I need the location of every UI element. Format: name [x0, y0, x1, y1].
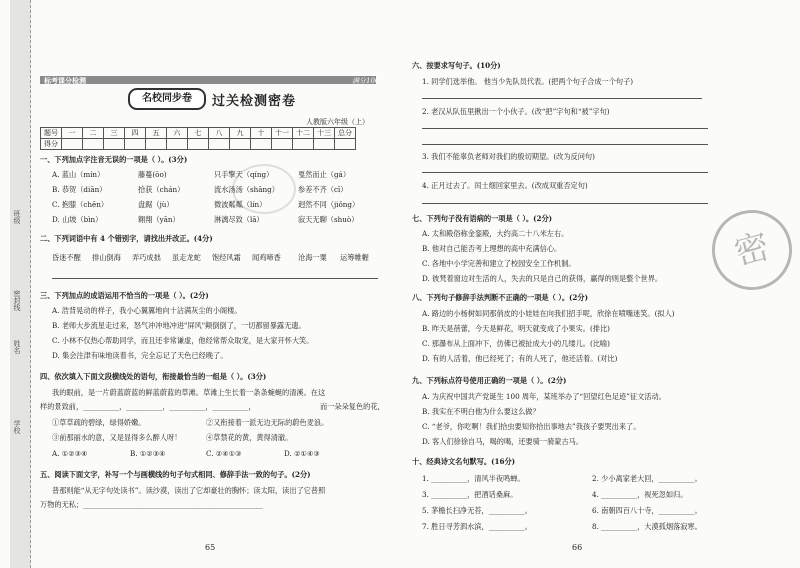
q1-option: 寂天无聊（shuò）: [298, 215, 359, 224]
score-cell: 题号: [41, 128, 62, 139]
q5-passage: 万物的无私；__________________________________________________: [40, 500, 263, 509]
right-page: [400, 0, 800, 568]
q4-passage: 我的眼前，是一片蔚蓝蔚蓝的鲜蓝蔚蓝的草滩。草滩上生长着一条条蜿蜒的清溪。在这: [52, 388, 326, 397]
q8-option: A. 路边的小杨树如同那俏皮的小娃娃在向我们招手呢，欣徐在喷嘴迷笑。(拟人): [422, 309, 675, 318]
q8-option: D. 有的人活着，他已经死了；有的人死了，他还活着。(对比): [422, 354, 618, 363]
q1-option: 参差不齐（cī）: [298, 185, 348, 194]
q6-item: 4. 正月过去了。闰土细回家里去。(改成双重否定句): [422, 181, 588, 190]
q8-option: C. 那瀑布从上面冲下，仿佛已被扯成大小的几缕儿。(比喻): [422, 339, 610, 348]
q4-choice: B. ①②③④: [130, 449, 166, 458]
secret-stamp: 密: [703, 201, 800, 299]
q2-title: 二、下列词语中有 4 个错别字，请找出并改正。(4分): [40, 234, 213, 243]
score-cell: 六: [167, 128, 188, 139]
q7-title: 七、下列句子没有语病的一项是（ ）。(2分): [412, 214, 553, 223]
score-cell: 八: [209, 128, 230, 139]
score-value-row: [41, 139, 356, 150]
series-label: 标考课分检测: [44, 76, 86, 85]
q4-item: ①草草疏的碧绿，绿得娇嫩。: [52, 418, 146, 427]
edition: 人教版六年级（上）: [306, 118, 369, 126]
q5-title: 五、阅读下面文字，补写一个与画横线的句子句式相同、修辞手法一致的句子。(2分): [40, 470, 311, 479]
q2-word: 排山倒海: [92, 253, 121, 262]
score-cell: 十三: [314, 128, 335, 139]
q6-item: 2. 老汉从队伍里揪出一个小伙子。(改“把”字句和“被”字句): [422, 107, 610, 116]
score-cell: 一: [62, 128, 83, 139]
q10-item: 6. 南朝四百八十寺，__________。: [592, 506, 702, 515]
q3-title: 三、下列加点的成语运用不恰当的一项是（ ）。(2分): [40, 291, 209, 300]
answer-line: [422, 128, 708, 129]
page-number: 65: [205, 543, 216, 552]
q5-passage: 普那则能“从无字句处读书”。读沙漠，读出了它却豪壮的胸怀；读太阳，读出了它普照: [52, 486, 326, 495]
q4-item: ④草禁花的黄，黄得清澈。: [206, 433, 293, 442]
q4-choice: D. ②①④③: [284, 449, 320, 458]
q10-title: 十、经典诗文名句默写。(16分): [412, 457, 516, 466]
q1-option: A. 蓝山（mín）: [52, 170, 105, 179]
q7-option: D. 彼梵着窗边对生活的人，失去的只是自己的获得，赢得的则是整个世界。: [422, 274, 663, 283]
page-number: 66: [572, 543, 583, 552]
q6-item: 3. 我们不能辜负老师对我们的殷切期望。(改为反问句): [422, 152, 595, 161]
q2-word: 沧海一粟: [298, 253, 327, 262]
q1-option: 翱翔（yān）: [138, 215, 180, 224]
binding-class: 班级: [13, 210, 21, 224]
answer-line: [52, 278, 378, 279]
q1-option: 戛然而止（gá）: [298, 170, 351, 179]
q3-option: C. 小林不仅热心帮助同学，而且还非常谦虚，他经常帮众取宠，是大家开怀大笑。: [52, 336, 314, 345]
score-table: [40, 127, 356, 150]
q4-item: ③前那丽水的意，又是显得多么醉人呀！: [52, 433, 182, 442]
q4-title: 四、依次填入下面文段横线处的语句，衔接最恰当的一组是（ ）。(3分): [40, 372, 267, 381]
binding-seal: 密封线: [13, 290, 21, 311]
q9-option: C. “老爷，你吃啊！我们拾虫要知你拾出事地去”我孩子要哭出来了。: [422, 422, 641, 431]
q1-option: 盘踞（jù）: [138, 200, 174, 209]
q4-choice: A. ①②③④: [52, 449, 88, 458]
q10-item: 3. __________，把酒话桑麻。: [422, 490, 518, 499]
score-cell: 得分: [41, 139, 62, 150]
q9-option: B. 我实在不明白他为什么要这么做？: [422, 407, 540, 416]
q1-option: 淋漓尽致（lā）: [214, 215, 264, 224]
q1-option: 只手擎天（qíng）: [214, 170, 274, 179]
q1-option: 拾获（chán）: [138, 185, 185, 194]
q2-word: 运筹帷幄: [340, 253, 369, 262]
q4-choice: C. ②④①③: [206, 449, 242, 458]
score-cell: 三: [104, 128, 125, 139]
q4-passage: 而一朵朵复色的花，: [320, 402, 385, 411]
q1-option: 微波粼粼（lín）: [214, 200, 267, 209]
q10-item: 2. 少小离家老大回，__________。: [592, 474, 702, 483]
score-cell: 五: [146, 128, 167, 139]
q1-option: 藤蔓(ōo): [138, 170, 167, 179]
q9-title: 九、下列标点符号使用正确的一项是（ ）。(2分): [412, 376, 567, 385]
q10-item: 7. 胜日寻芳泗水滨，__________。: [422, 522, 532, 531]
answer-line: [422, 203, 708, 204]
q9-option: A. 为庆祝中国共产党诞生 100 周年，某班举办了“回望红色足迹”征文活动。: [422, 392, 666, 401]
full-marks: 满分100: [352, 77, 380, 85]
q1-option: 流水汤汤（shāng）: [214, 185, 279, 194]
q1-option: B. 恭贺（diān）: [52, 185, 107, 194]
score-header-row: [41, 128, 356, 139]
answer-line: [422, 98, 702, 99]
q3-option: B. 老师大步流星走过来，怒气冲冲地冲进"屏风"颠倒倒了，一切都留暴露无遗。: [52, 321, 306, 330]
score-cell: 总分: [335, 128, 356, 139]
q7-option: A. 太和殿俗称金銮殿，大约高二十八米左右。: [422, 229, 569, 238]
score-cell: 四: [125, 128, 146, 139]
answer-line: [422, 144, 708, 145]
score-cell: 十: [251, 128, 272, 139]
q10-item: 8. __________，大漠孤烟落寂寒。: [592, 522, 702, 531]
q1-option: D. 山坡（bìn）: [52, 215, 103, 224]
q2-word: 昏迷不醒: [52, 253, 81, 262]
q10-item: 1. __________，清风半夜鸣蝉。: [422, 474, 525, 483]
logo: 名校同步卷: [128, 88, 206, 110]
binding-strip: [10, 0, 31, 568]
score-cell: 九: [230, 128, 251, 139]
exam-title: 过关检测密卷: [212, 94, 297, 109]
q10-item: 5. 茅檐长扫净无苔，__________。: [422, 506, 532, 515]
score-cell: 七: [188, 128, 209, 139]
q10-item: 4. __________，视死忽如归。: [592, 490, 688, 499]
q3-option: D. 集会注津有味地读着书，完全忘记了天色已经晚了。: [52, 351, 228, 360]
q8-option: B. 昨天是蓓蕾，今天是鲜花，明天就变成了小果实。(排比): [422, 324, 610, 333]
binding-name: 姓名: [13, 340, 21, 354]
q7-option: B. 他对自己能否考上理想的高中充满信心。: [422, 244, 562, 253]
header-band: [40, 76, 376, 84]
q1-option: C. 抱膝（chēn）: [52, 200, 109, 209]
score-cell: 十二: [293, 128, 314, 139]
binding-school: 学校: [13, 420, 21, 434]
score-cell: 十一: [272, 128, 293, 139]
q1-title: 一、下列加点字注音无误的一项是（ ）。(3分): [40, 155, 188, 164]
score-cell: 二: [83, 128, 104, 139]
answer-line: [422, 172, 708, 173]
q4-item: ②又衔接着一派无边无际的蔚色麦浪。: [206, 418, 329, 427]
q7-option: C. 各地中小学完善和建立了校园安全工作机制。: [422, 259, 576, 268]
q8-title: 八、下列句子修辞手法判断不正确的一项是（ ）。(2分): [412, 293, 589, 302]
q2-word: 饱经风霜: [212, 253, 241, 262]
q6-title: 六、按要求写句子。(10分): [412, 61, 501, 70]
q9-option: D. 客人们徐徐自马，喝的喝，还要骑一骑蒙古马。: [422, 437, 584, 446]
q1-option: 迥然不同（jiǒng）: [298, 200, 360, 209]
q3-option: A. 浩背晃动的样子，我小心翼翼地向十沾满灰尘的小阁楼。: [52, 306, 242, 315]
q4-passage: 样的景致前，__________，__________，__________，__________，: [40, 402, 256, 411]
q2-word: 弄巧成拙: [132, 253, 161, 262]
q2-word: 闻鸡啼香: [252, 253, 281, 262]
q6-item: 1. 同学们选举他。 他当少先队员代表。(把两个句子合成一个句子): [422, 77, 634, 86]
q2-word: 虽走龙蛇: [172, 253, 201, 262]
